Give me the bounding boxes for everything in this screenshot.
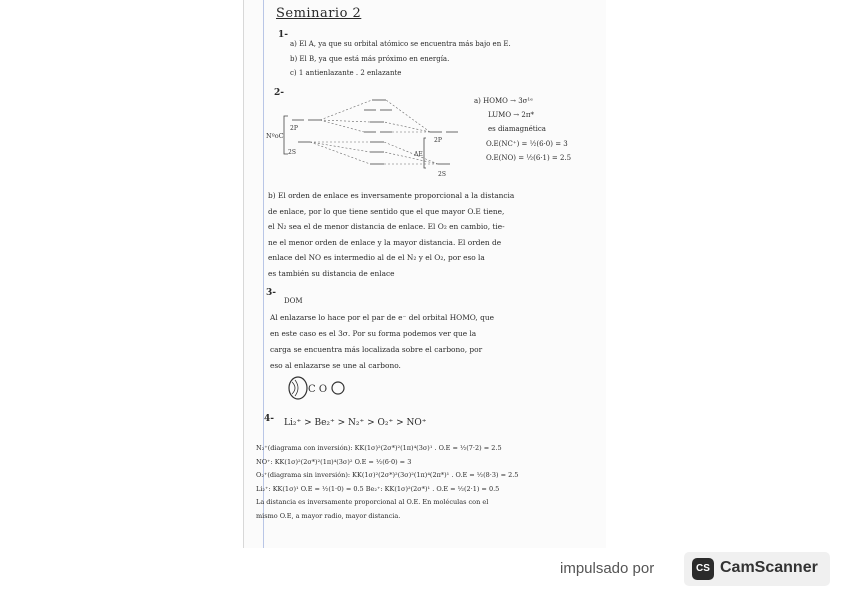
diagram-energy-axis: ΔE [414, 151, 423, 158]
diagram-left-2s: 2S [288, 149, 296, 156]
section-4-line: N₂⁺(diagrama con inversión): KK(1σ)²(2σ*)²(1π)⁴(3σ)¹ . O.E = ½(7·2) = 2.5 [256, 444, 502, 452]
section-4-line: Li₂⁺: KK(1σ)¹ O.E = ½(1·0) = 0.5 Be₂⁺: KK(1σ)²(2σ*)¹ . O.E = ½(2·1) = 0.5 [256, 484, 500, 493]
section-1-number: 1- [278, 30, 288, 40]
paragraph-b-line: el N₂ sea el de menor distancia de enlace. El O₂ en cambio, tie- [268, 222, 505, 231]
section-2-note-diamagnetic: es diamagnética [488, 125, 546, 133]
section-4-ordering: Li₂⁺ > Be₂⁺ > N₂⁺ > O₂⁺ > NO⁺ [284, 418, 427, 428]
camscanner-badge[interactable] [684, 552, 830, 586]
orbital-sketch [286, 374, 356, 402]
section-2-note-homo: a) HOMO → 3σ¹ᵉ [474, 97, 533, 105]
powered-by-text: impulsado por [560, 560, 655, 577]
camscanner-brand-name: CamScanner [720, 559, 818, 576]
paragraph-b-line: ne el menor orden de enlace y la mayor distancia. El orden de [268, 237, 502, 247]
diagram-left-label: NºoC [266, 132, 284, 140]
diagram-right-2s: 2S [438, 171, 446, 178]
paragraph-b-line: es también su distancia de enlace [268, 268, 395, 278]
diagram-right-2p: 2P [434, 137, 442, 144]
section-3-number: 3- [266, 288, 276, 298]
section-4-number: 4- [264, 414, 274, 424]
document-title: Seminario 2 [276, 6, 362, 21]
section-2-note-oe-nc: O.E(NC⁺) = ½(6·0) = 3 [486, 140, 568, 148]
section-4-line: O₂⁺(diagrama sin inversión): KK(1σ)²(2σ*)²(3σ)²(1π)⁴(2π*)¹ . O.E = ½(8·3) = 2.5 [256, 471, 519, 479]
section-4-line: NO⁺: KK(1σ)²(2σ*)²(1π)⁴(3σ)² O.E = ½(6·0) = 3 [256, 457, 412, 466]
paragraph-b-line: b) El orden de enlace es inversamente proporcional a la distancia [268, 191, 515, 200]
section-1-line-a: a) El A, ya que su orbital atómico se encuentra más bajo en E. [290, 40, 511, 48]
paragraph-3-line: en este caso es el 3σ. Por su forma podemos ver que la [270, 329, 477, 338]
section-4-line: mismo O.E, a mayor radio, mayor distancia. [256, 511, 401, 520]
section-2-paragraph-b [268, 188, 514, 281]
orbital-sketch-label: C O [308, 384, 328, 395]
paragraph-3-line: eso al enlazarse se une al carbono. [270, 361, 401, 370]
paragraph-3-line: carga se encuentra más localizada sobre el carbono, por [270, 345, 483, 354]
section-1-line-b: b) El B, ya que está más próximo en energía. [290, 55, 450, 63]
paragraph-3-line: Al enlazarse lo hace por el par de e⁻ del orbital HOMO, que [270, 313, 494, 322]
section-4-details [256, 442, 518, 523]
scanned-page [243, 0, 606, 548]
section-2-number: 2- [274, 88, 284, 98]
section-3-label: DOM [284, 297, 303, 305]
paragraph-b-line: de enlace, por lo que tiene sentido que el que mayor O.E tiene, [268, 206, 505, 216]
section-4-line: La distancia es inversamente proporcional al O.E. En moléculas con el [256, 498, 489, 506]
paragraph-b-line: enlace del NO es intermedio al de el N₂ y el O₂, por eso la [268, 253, 485, 262]
diagram-left-2p: 2P [290, 125, 298, 132]
mo-diagram [264, 92, 464, 182]
section-2-note-lumo: LUMO → 2π* [488, 111, 534, 119]
section-3-paragraph [270, 310, 494, 374]
section-2-note-oe-no: O.E(NO) = ½(6·1) = 2.5 [486, 154, 572, 162]
camscanner-logo-icon: CS [692, 558, 714, 580]
section-1-line-c: c) 1 antienlazante . 2 enlazante [290, 69, 402, 77]
